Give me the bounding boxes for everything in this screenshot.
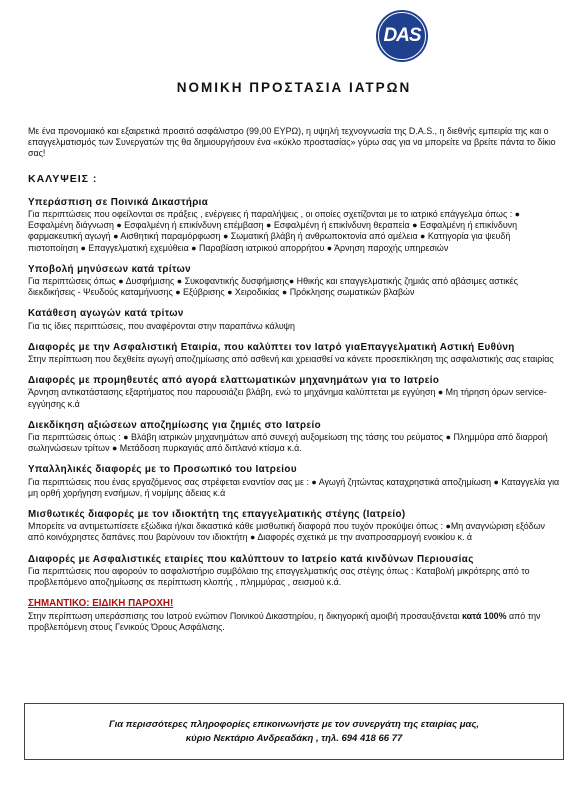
section-body: Για περιπτώσεις όπως ● Δυσφήμισης ● Συκοφαντικής δυσφήμισης● Ηθικής και επαγγελματικής ζημιάς από αβάσιμες αστικές διεκδικήσεις - Ψευδούς καταμήνυσης ● Εξύβρισης ● Χειροδικίας ● Πρόκλησης σωματικών βλαβών bbox=[28, 276, 518, 298]
page-title: ΝΟΜΙΚΗ ΠΡΟΣΤΑΣΙΑ ΙΑΤΡΩΝ bbox=[176, 80, 412, 95]
section-body: Άρνηση αντικατάστασης εξαρτήματος που παρουσιάζει βλάβη, ενώ το μηχάνημα καλύπτεται με εγγύηση ● Μη τήρηση όρων service-εγγύησης κ.ά bbox=[28, 387, 547, 409]
section-title: Διαφορές με Ασφαλιστικές εταιρίες που καλύπτουν το Ιατρείο κατά κινδύνων Περιουσίας bbox=[28, 553, 474, 565]
section-title: Διαφορές με προμηθευτές από αγορά ελαττωματικών μηχανημάτων για το Ιατρείο bbox=[28, 375, 440, 387]
section-body: Μπορείτε να αντιμετωπίσετε εξώδικα ή/και δικαστικά κάθε μισθωτική διαφορά που τυχόν προκύψει όπως : ●Μη αναγνώριση εξόδων από κοινόχρηστες δαπάνες που βαρύνουν τον ιδιοκτήτη ● Διαφορές σχετικά με την αναπροσαρμογή ενοικίου κ. ά bbox=[28, 521, 545, 543]
important-notice bbox=[28, 598, 562, 633]
footer-line-1: Για περισσότερες πληροφορίες επικοινωνήστε με τον συνεργάτη της εταιρίας μας, bbox=[108, 718, 480, 730]
contact-footer-box bbox=[24, 703, 564, 760]
section-title: Διαφορές με την Ασφαλιστική Εταιρία, που καλύπτει τον Ιατρό γιαΕπαγγελματική Αστική Ευθύνη bbox=[28, 341, 515, 353]
important-body-end: από την προβλεπόμενη στους Γενικούς Όρους Ασφάλισης. bbox=[28, 610, 541, 632]
section-body: Στην περίπτωση που δεχθείτε αγωγή αποζημίωσης από ασθενή και χρειασθεί να κάνετε προσεπίκληση της ασφαλιστικής σας εταιρίας bbox=[28, 354, 554, 365]
section-body: Για περιπτώσεις που οφείλονται σε πράξεις , ενέργειες ή παραλήψεις , οι οποίες σχετίζονται με το ιατρικό επάγγελμα όπως : ● Εσφαλμένη διάγνωση ● Εσφαλμένη ή επικίνδυνη επέμβαση ● Εσφαλμένη ή επικίνδυνη θεραπεία ● Εσφαλμένη ή επικίνδυνη φαρμακευτική αγωγή ● Αισθητική παραμόρφωση ● Σωματική βλάβη ή ανθρωποκτονία από αμέλεια ● Κατηγορία για ψευδή πιστοποίηση ● Επαγγελματική εχεμύθεια ● Παραβίαση ιατρικού απορρήτου ● Άρνηση παροχής υπηρεσιών bbox=[28, 209, 521, 253]
footer-line-2: κύριο Νεκτάριο Ανδρεαδάκη , τηλ. 694 418 66 77 bbox=[185, 732, 403, 744]
important-body bbox=[28, 611, 562, 633]
section-title: Υπαλληλικές διαφορές με το Προσωπικό του Ιατρείου bbox=[28, 464, 297, 476]
section-property-insurer-disputes bbox=[28, 554, 562, 589]
logo-ring bbox=[378, 12, 426, 60]
das-logo bbox=[376, 10, 428, 62]
logo-text: DAS bbox=[383, 25, 421, 46]
section-damage-claims bbox=[28, 420, 562, 455]
important-body-start: Στην περίπτωση υπεράσπισης του Ιατρού ενώπιον Ποινικού Δικαστηρίου, η δικηγορική αμοιβή προσαυξάνεται bbox=[28, 610, 463, 621]
section-body: Για περιπτώσεις όπως : ● Βλάβη ιατρικών μηχανημάτων από συνεχή αυξομείωση της τάσης του ρεύματος ● Πλημμύρα από διαρροή σωληνώσεων τρίτων ● Μετάδοση πυρκαγιάς από διπλανό κτίσμα κ.ά. bbox=[28, 432, 548, 454]
section-body: Για περιπτώσεις που ένας εργαζόμενος σας στρέφεται εναντίον σας με : ● Αγωγή ζητώντας καταχρηστικά αποζημίωση ● Καταγγελία για μη ορθή χορήγηση ενσήμων, ή νομίμης άδειας κ.ά bbox=[28, 476, 560, 498]
section-lease-disputes bbox=[28, 509, 562, 544]
important-title: ΣΗΜΑΝΤΙΚΟ: ΕΙΔΙΚΗ ΠΑΡΟΧΗ! bbox=[28, 598, 174, 610]
section-title: Διεκδίκηση αξιώσεων αποζημίωσης για ζημιές στο Ιατρείο bbox=[28, 419, 322, 431]
section-title: Κατάθεση αγωγών κατά τρίτων bbox=[28, 308, 184, 320]
section-criminal-defense bbox=[28, 197, 562, 254]
intro-paragraph: Με ένα προνομιακό και εξαιρετικά προσιτό ασφάλιστρο (99,00 ΕΥΡΩ), η υψηλή τεχνογνωσία της D.A.S., η διεθνής εμπειρία της και ο επαγγελματισμός των Συνεργατών της θα δημιουργήσουν ένα «κύκλο προστασίας» γύρω σας για να μπορείτε να βρείτε πάντα το δίκιο σας! bbox=[28, 126, 556, 159]
section-title: Υπεράσπιση σε Ποινικά Δικαστήρια bbox=[28, 196, 209, 208]
section-title: Μισθωτικές διαφορές με τον ιδιοκτήτη της επαγγελματικής στέγης (Ιατρείο) bbox=[28, 509, 406, 521]
section-title: Υποβολή μηνύσεων κατά τρίτων bbox=[28, 263, 191, 275]
section-civil-claims bbox=[28, 308, 562, 331]
section-body: Για περιπτώσεις που αφορούν το ασφαλιστήριο συμβόλαιο της επαγγελματικής σας στέγης όπως : Καταβολή μικρότερης από το προβλεπόμενο αποζημίωσης σε περίπτωση κλοπής , πλημμύρας , σεισμού κ.ά. bbox=[28, 565, 530, 588]
coverage-heading: ΚΑΛΥΨΕΙΣ : bbox=[28, 172, 98, 185]
section-body: Για τις ίδιες περιπτώσεις, που αναφέρονται στην παραπάνω κάλυψη bbox=[28, 320, 295, 331]
section-supplier-disputes bbox=[28, 375, 562, 410]
section-lawsuits-against-third-parties bbox=[28, 264, 562, 299]
section-insurer-disputes bbox=[28, 342, 562, 365]
main-content bbox=[28, 126, 562, 633]
important-body-bold: κατά 100% bbox=[462, 610, 507, 621]
section-staff-disputes bbox=[28, 464, 562, 499]
